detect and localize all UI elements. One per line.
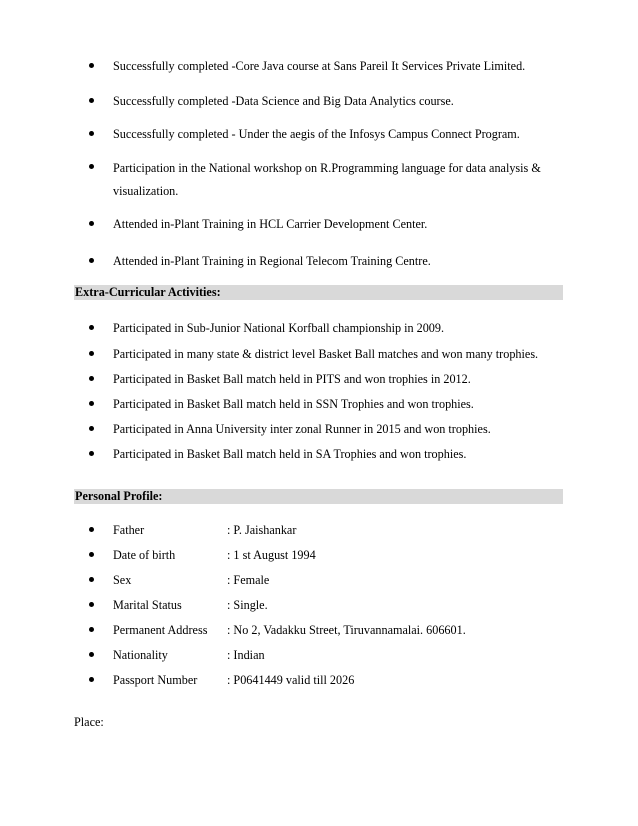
bullet-icon <box>89 164 94 169</box>
profile-label: Nationality <box>113 648 168 662</box>
bullet-icon <box>89 258 94 263</box>
bullet-icon <box>89 401 94 406</box>
section-title: Personal Profile: <box>75 489 163 503</box>
profile-value: : Single. <box>227 598 268 612</box>
profile-value: : P. Jaishankar <box>227 523 297 537</box>
bullet-icon <box>89 652 94 657</box>
bullet-icon <box>89 325 94 330</box>
bullet-icon <box>89 63 94 68</box>
profile-label: Sex <box>113 573 132 587</box>
profile-label: Permanent Address <box>113 623 208 637</box>
activity-text: Participated in Sub-Junior National Korfball championship in 2009. <box>113 321 445 335</box>
bullet-icon <box>89 577 94 582</box>
profile-label: Father <box>113 523 145 537</box>
profile-label: Marital Status <box>113 598 182 612</box>
achievement-text: Attended in-Plant Training in HCL Carrier Development Center. <box>113 217 428 231</box>
activity-text: Participated in Basket Ball match held in SA Trophies and won trophies. <box>113 447 467 461</box>
profile-value: : Indian <box>227 648 265 662</box>
profile-value: : 1 st August 1994 <box>227 548 316 562</box>
activity-text: Participated in Anna University inter zonal Runner in 2015 and won trophies. <box>113 422 491 436</box>
bullet-icon <box>89 451 94 456</box>
bullet-icon <box>89 527 94 532</box>
bullet-icon <box>89 131 94 136</box>
bullet-icon <box>89 351 94 356</box>
activity-text: Participated in Basket Ball match held in PITS and won trophies in 2012. <box>113 372 471 386</box>
achievement-text: Successfully completed -Core Java course at Sans Pareil It Services Private Limited. <box>113 59 526 73</box>
bullet-icon <box>89 627 94 632</box>
extra-curricular-heading <box>74 285 563 300</box>
activity-text: Participated in Basket Ball match held in SSN Trophies and won trophies. <box>113 397 474 411</box>
profile-label: Date of birth <box>113 548 176 562</box>
section-title: Extra-Curricular Activities: <box>75 285 221 299</box>
bullet-icon <box>89 98 94 103</box>
achievement-text: Participation in the National workshop on R.Programming language for data analysis & visualization. <box>113 161 541 198</box>
bullet-icon <box>89 602 94 607</box>
profile-value: : No 2, Vadakku Street, Tiruvannamalai. 606601. <box>227 623 466 637</box>
bullet-icon <box>89 426 94 431</box>
bullet-icon <box>89 677 94 682</box>
profile-value: : Female <box>227 573 270 587</box>
activity-text: Participated in many state & district level Basket Ball matches and won many trophies. <box>113 347 539 361</box>
bullet-icon <box>89 221 94 226</box>
profile-label: Passport Number <box>113 673 198 687</box>
achievement-text: Successfully completed -Data Science and Big Data Analytics course. <box>113 94 454 108</box>
bullet-icon <box>89 376 94 381</box>
achievement-text: Attended in-Plant Training in Regional Telecom Training Centre. <box>113 254 431 268</box>
personal-profile-heading <box>74 489 563 504</box>
bullet-icon <box>89 552 94 557</box>
achievement-text: Successfully completed - Under the aegis of the Infosys Campus Connect Program. <box>113 127 520 141</box>
profile-value: : P0641449 valid till 2026 <box>227 673 355 687</box>
place-label: Place: <box>74 715 104 729</box>
